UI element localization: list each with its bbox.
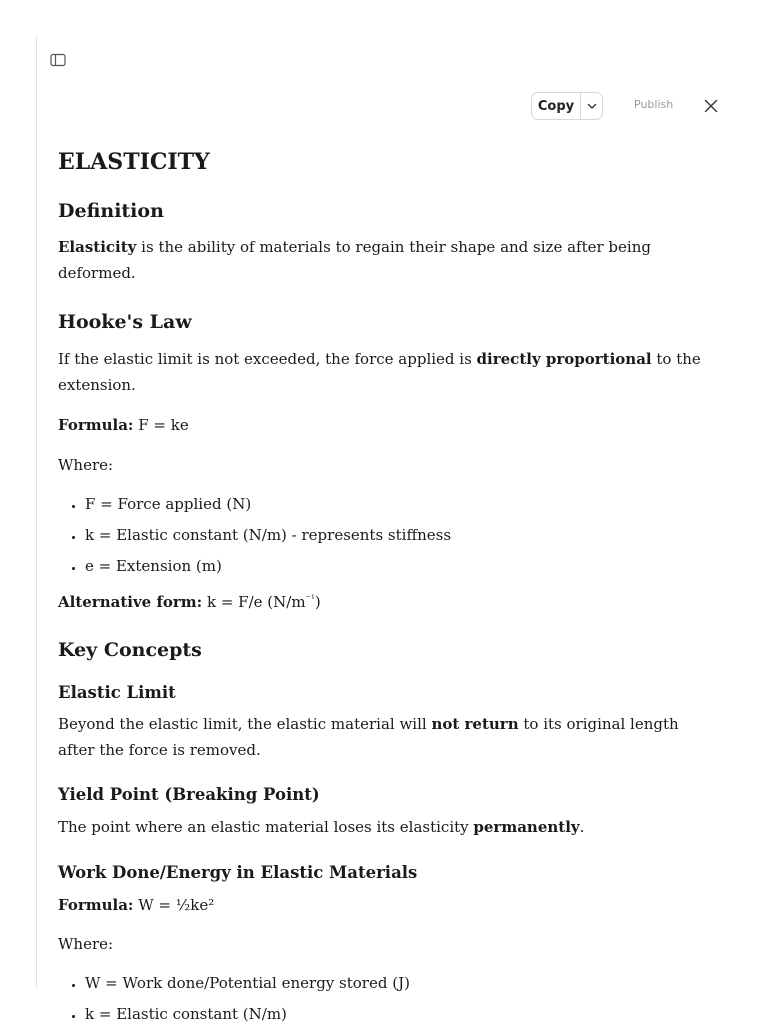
work-done-where: Where:	[58, 935, 114, 953]
heading-key-concepts: Key Concepts	[58, 639, 202, 661]
hookes-where: Where:	[58, 456, 114, 474]
document-content	[58, 144, 718, 1032]
alt-form-close: )	[314, 593, 321, 611]
hookes-intro-bold: directly proportional	[476, 350, 652, 368]
publish-button[interactable]: Publish	[634, 98, 674, 111]
work-formula-label: Formula:	[58, 896, 134, 914]
copy-button[interactable]: Copy	[532, 93, 581, 119]
heading-yield-point: Yield Point (Breaking Point)	[58, 785, 320, 804]
heading-hookes-law: Hooke's Law	[58, 311, 192, 333]
list-item: • k = Elastic constant (N/m)	[85, 1001, 718, 1027]
hookes-variable-list	[58, 491, 718, 579]
yield-point-paragraph	[58, 814, 718, 840]
list-item: • F = Force applied (N)	[85, 491, 718, 517]
yield-point-tail: .	[579, 818, 585, 836]
definition-term: Elasticity	[58, 238, 137, 256]
elastic-limit-paragraph	[58, 711, 718, 763]
chevron-down-icon	[586, 100, 598, 112]
heading-elastic-limit: Elastic Limit	[58, 683, 176, 702]
definition-paragraph	[58, 234, 718, 286]
work-formula-value: W = ½ke²	[133, 896, 215, 914]
yield-point-text: The point where an elastic material loses its elasticity	[58, 818, 474, 836]
elastic-limit-text: Beyond the elastic limit, the elastic material will	[58, 715, 432, 733]
list-item: • k = Elastic constant (N/m) - represents stiffness	[85, 522, 718, 548]
alternative-form	[58, 587, 718, 615]
close-icon	[703, 98, 719, 114]
document-title: ELASTICITY	[58, 149, 210, 175]
formula-value: F = ke	[133, 416, 189, 434]
work-done-formula	[58, 892, 718, 918]
list-item: • e = Extension (m)	[85, 553, 718, 579]
elastic-limit-bold: not return	[431, 715, 519, 733]
definition-text: is the ability of materials to regain their shape and size after being deformed.	[58, 238, 651, 282]
elastic-limit-tail: to its original length after the force is removed.	[58, 715, 679, 759]
copy-button-group	[531, 92, 603, 120]
hookes-formula	[58, 412, 718, 438]
close-button[interactable]	[703, 98, 719, 114]
alt-form-label: Alternative form:	[58, 593, 203, 611]
work-done-variable-list	[58, 970, 718, 1027]
heading-definition: Definition	[58, 200, 164, 222]
panel-divider	[36, 36, 37, 988]
list-item: • W = Work done/Potential energy stored (J)	[85, 970, 718, 996]
formula-label: Formula:	[58, 416, 134, 434]
alt-form-exponent: ⁻¹	[305, 594, 315, 605]
yield-point-bold: permanently	[473, 818, 580, 836]
heading-work-done: Work Done/Energy in Elastic Materials	[58, 863, 418, 882]
copy-options-button[interactable]	[581, 93, 602, 119]
sidebar-panel-icon[interactable]	[50, 53, 66, 67]
alt-form-value: k = F/e (N/m	[202, 593, 306, 611]
hookes-intro-tail: to the extension.	[58, 350, 701, 394]
hookes-law-intro	[58, 346, 718, 398]
hookes-intro-text: If the elastic limit is not exceeded, the force applied is	[58, 350, 477, 368]
